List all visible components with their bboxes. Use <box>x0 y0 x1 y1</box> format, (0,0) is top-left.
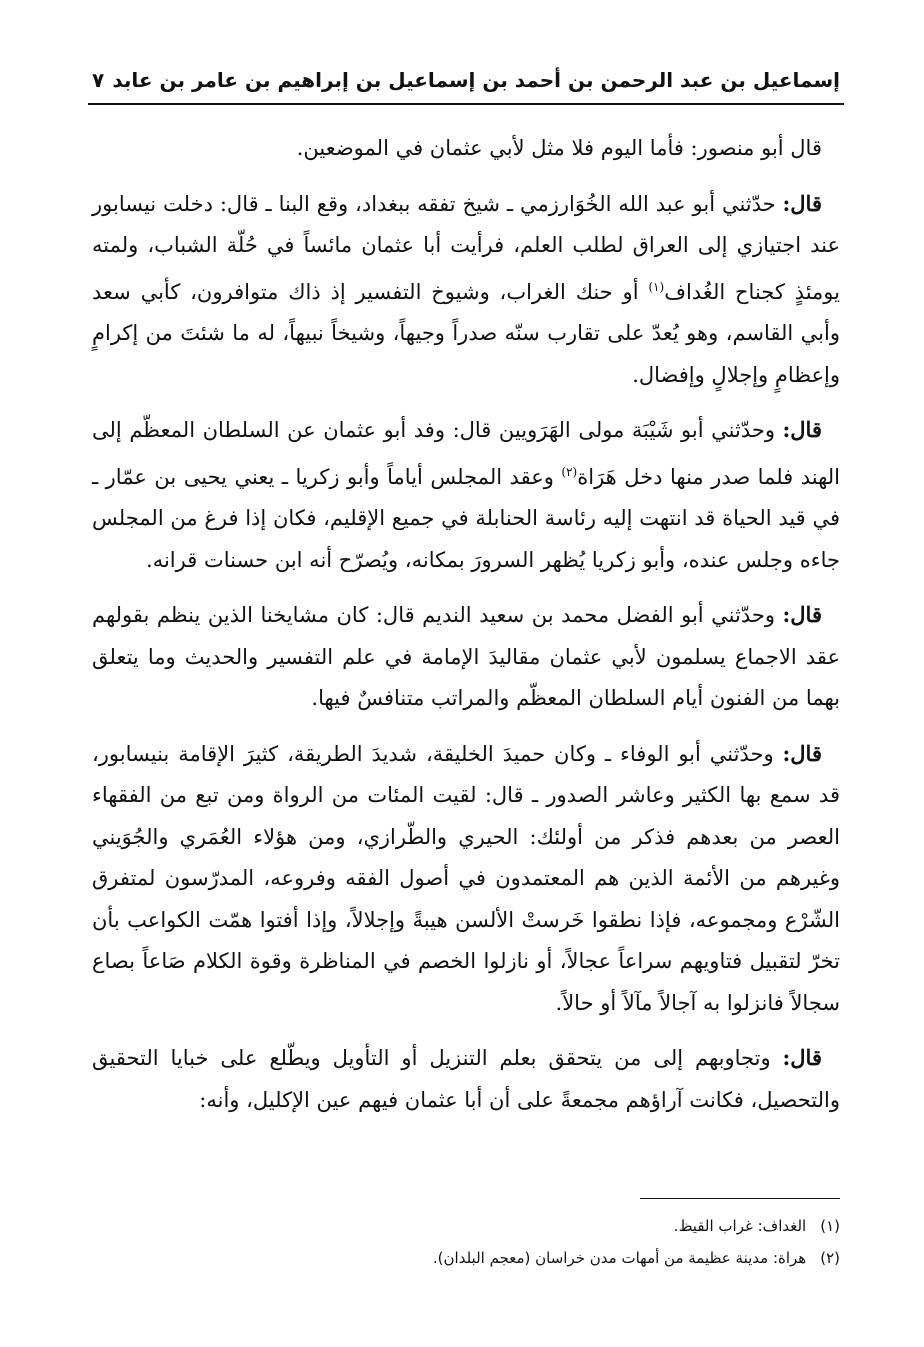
paragraph-text-cont: وعقد المجلس أياماً وأبو زكريا ـ يعني يحيى بن عمّار ـ في قيد الحياة قد انتهت إليه رئاسة الحنابلة في جميع الإقليم، فكان إذا فرغ من المجلس جاءه وجلس عنده، وأبو زكريا يُظهر السرورَ بمكانه، ويُصرّح أنه ابن حسنات قرانه. <box>92 464 840 572</box>
footnote-rule <box>640 1198 840 1199</box>
header-title: إسماعيل بن عبد الرحمن بن أحمد بن إسماعيل بن إبراهيم بن عامر بن عابد <box>112 68 840 92</box>
page-number: ٧ <box>92 68 105 92</box>
paragraph-lead: قال: <box>782 190 822 216</box>
paragraph-text: حدّثني أبو عبد الله الخُوَارزمي ـ شيخ تفقه ببغداد، وقع البنا ـ قال: دخلت نيسابور عند اجتيازي إلى العراق لطلب العلم، فرأيت أبا عثمان مائساً في حُلّة الشباب، ولمته يومئذٍ كجناح الغُداف <box>92 191 840 304</box>
footnote-number: (٢) <box>820 1249 840 1267</box>
footnotes <box>92 1210 840 1274</box>
paragraph-text: وحدّثني أبو الفضل محمد بن سعيد النديم قال: كان مشايخنا الذين ينظم بقولهم عقد الاجماع يسلمون لأبي عثمان مقاليدَ الإمامة في علم التفسير والحديث وما يتعلق بهما من الفنون أيام السلطان المعظّم والمراتب متنافسٌ فيها. <box>92 603 840 710</box>
paragraph-3 <box>92 409 840 581</box>
paragraph-text: وتجاوبهم إلى من يتحقق بعلم التنزيل أو التأويل ويطّلع على خبايا التحقيق والتحصيل، فكانت آراؤهم مجمعةً على أن أبا عثمان فيهم عين الإكليل، وأنه: <box>92 1046 840 1112</box>
paragraph-6 <box>92 1037 840 1121</box>
paragraph-lead: قال: <box>782 602 822 627</box>
paragraph-text: وحدّثني أبو شَيْبَة مولى الهَرَويين قال: وفد أبو عثمان عن السلطان المعظّم إلى الهند فلما صدر منها دخل هَرَاة <box>92 418 841 489</box>
running-header <box>92 68 840 92</box>
footnote-2 <box>92 1242 840 1274</box>
footnote-text: هراة: مدينة عظيمة من أمهات مدن خراسان (معجم البلدان). <box>432 1249 807 1267</box>
paragraph-lead: قال: <box>782 740 822 766</box>
main-text <box>92 128 840 1134</box>
paragraph-text-cont: أو حنك الغراب، وشيوخ التفسير إذ ذاك متوافرون، كأبي سعد وأبي القاسم، وهو يُعدّ على تقارب سنّه صدراً وجيهاً، وشيخاً نبيهاً، له ما شئتَ من إكرامٍ وإعظامٍ وإجلالٍ وإفضال. <box>92 279 840 387</box>
footnote-number: (١) <box>820 1217 840 1235</box>
paragraph-text: قال أبو منصور: فأما اليوم فلا مثل لأبي عثمان في الموضعين. <box>296 136 822 160</box>
paragraph-text: وحدّثني أبو الوفاء ـ وكان حميدَ الخليقة، شديدَ الطريقة، كثيرَ الإقامة بنيسابور، قد سمع بها الكثير وعاشر الصدور ـ قال: لقيت المئات من الرواة ومن تبع من الفقهاء العصر من بعدهم فذكر من أولئك: الحيري والطّرازي، ومن هؤلاء العُمَري والجُوَيني وغيرهم من الأئمة الذين هم المعتمدون في أصول الفقه وفروعه، المدرّسون لمتفرق الشّرْع ومجموعه، فإذا نطقوا خَرستْ الألسن هيبةً وإجلالاً، وإذا أفتوا همّت الكواعب بأن تخرّ لتقبيل فتاويهم سراعاً عجالاً، أو نازلوا الخصم في المناظرة وقوة الكلام صَاعاً بصاع سجالاً فانزلوا به آجالاً مآلاً أو حالاً. <box>92 741 841 1015</box>
paragraph-lead: قال: <box>782 417 822 442</box>
footnote-marker[interactable]: (١) <box>648 279 665 294</box>
paragraph-5 <box>92 733 840 1025</box>
footnote-1 <box>92 1210 840 1242</box>
paragraph-2 <box>92 183 840 397</box>
footnote-text: الغداف: غراب القيظ. <box>673 1217 807 1235</box>
paragraph-lead: قال: <box>782 1045 822 1070</box>
footnote-marker[interactable]: (٢) <box>561 464 578 479</box>
paragraph-1 <box>92 128 840 170</box>
header-rule <box>88 103 844 105</box>
paragraph-4 <box>92 594 840 720</box>
